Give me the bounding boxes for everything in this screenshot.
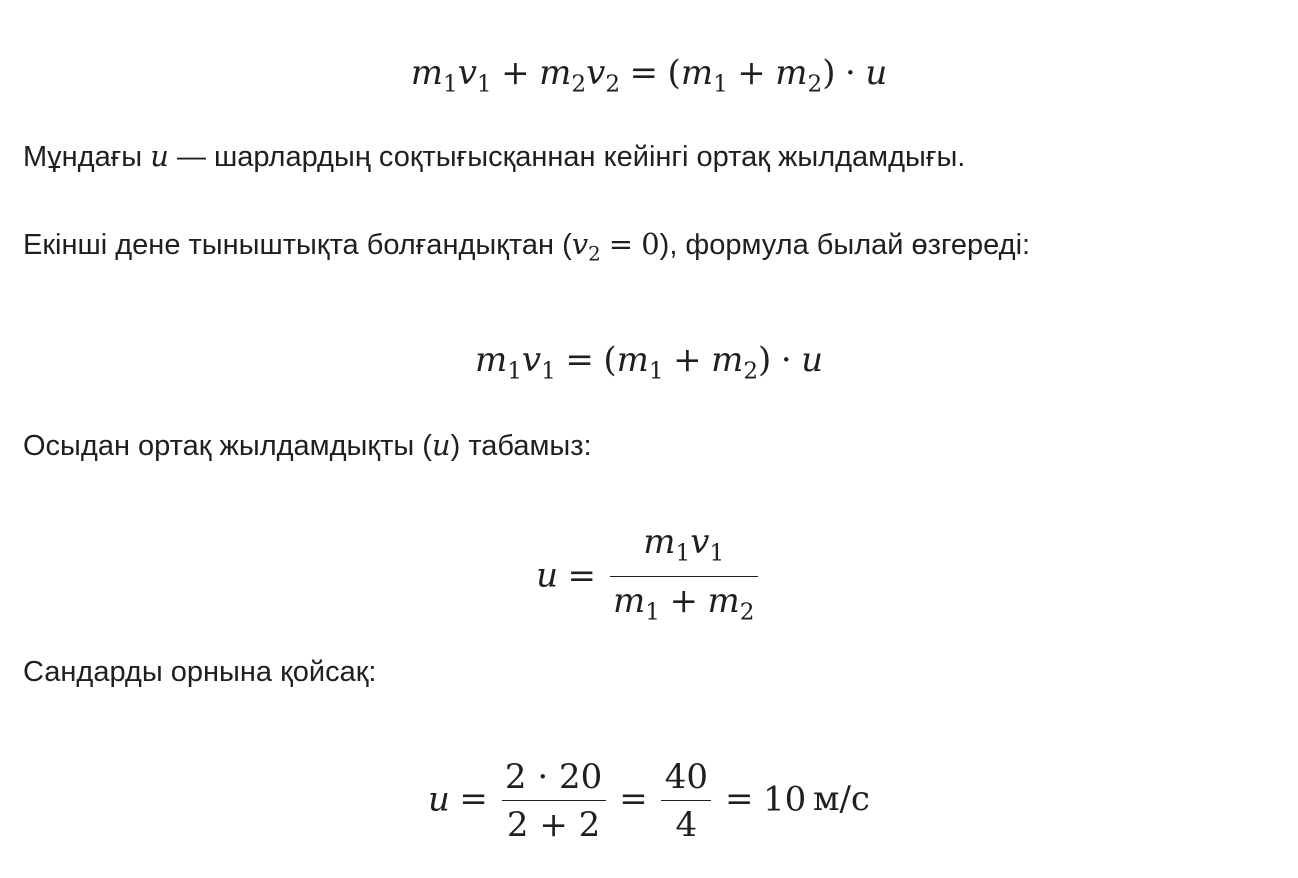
fraction-denominator xyxy=(610,577,758,633)
fraction-numerator: 2 · 20 xyxy=(502,757,606,801)
eq-subscript: 1 xyxy=(648,358,664,385)
eq-var: v xyxy=(690,522,710,562)
eq-subscript: 2 xyxy=(743,358,759,385)
eq-var: m xyxy=(410,53,443,93)
eq-operator: = xyxy=(567,555,597,596)
eq-var: m xyxy=(474,340,508,380)
eq-var: m xyxy=(616,340,649,380)
eq-var: v xyxy=(521,340,542,380)
eq-subscript: 1 xyxy=(709,540,725,567)
paragraph-text: ) табамыз: xyxy=(450,430,592,462)
eq-var: u xyxy=(536,555,558,596)
eq-subscript: 2 xyxy=(571,71,587,98)
inline-math-var: u xyxy=(150,139,169,173)
eq-result-value: 10 xyxy=(762,779,807,820)
fraction xyxy=(502,757,606,846)
paragraph-substitute xyxy=(23,654,376,690)
eq-subscript: 1 xyxy=(645,599,660,626)
eq-var: v xyxy=(586,53,606,93)
eq-operator: = xyxy=(724,779,754,820)
eq-paren: ) xyxy=(758,340,772,380)
paragraph-where-u xyxy=(23,138,965,175)
eq-var: m xyxy=(613,581,646,622)
equation-momentum-conservation xyxy=(0,51,1298,106)
eq-subscript: 1 xyxy=(442,71,458,98)
inline-math-operator: = xyxy=(608,227,634,261)
paragraph-text: — шарлардың соқтығысқаннан кейінгі ортақ жылдамдығы. xyxy=(168,141,966,173)
paragraph-text: Мұндағы xyxy=(23,141,151,173)
eq-var: m xyxy=(711,340,744,380)
paragraph-text: ), формула былай өзгереді: xyxy=(659,229,1031,261)
fraction-numerator: 40 xyxy=(661,757,711,801)
eq-subscript: 1 xyxy=(713,71,728,98)
eq-operator: + xyxy=(737,53,766,93)
eq-paren: ) xyxy=(822,53,836,93)
paragraph-second-body-at-rest xyxy=(23,226,1030,272)
inline-math-number: 0 xyxy=(641,227,660,261)
eq-operator: = xyxy=(629,53,659,93)
eq-subscript: 1 xyxy=(507,358,522,385)
eq-subscript: 2 xyxy=(605,71,621,98)
fraction-denominator: 2 + 2 xyxy=(506,804,601,845)
paragraph-text: Екінші дене тыныштықта болғандықтан ( xyxy=(23,229,572,261)
inline-math-subscript: 2 xyxy=(588,242,601,266)
eq-operator: + xyxy=(501,53,530,93)
eq-var: m xyxy=(680,53,714,93)
eq-operator: + xyxy=(673,340,702,380)
eq-operator: = xyxy=(565,340,594,380)
fraction xyxy=(661,757,711,846)
fraction xyxy=(610,522,758,633)
eq-var: u xyxy=(801,340,824,380)
eq-subscript: 1 xyxy=(476,71,492,98)
eq-operator: = xyxy=(459,779,488,820)
equation-u-formula xyxy=(0,522,1298,633)
inline-math-var: v xyxy=(571,227,589,261)
eq-var: m xyxy=(707,581,740,622)
eq-operator: · xyxy=(845,53,856,93)
paragraph-text: Осыдан ортақ жылдамдықты ( xyxy=(23,430,432,462)
eq-unit: м/с xyxy=(813,779,870,820)
eq-subscript: 2 xyxy=(807,71,823,98)
eq-operator: + xyxy=(669,581,698,622)
eq-paren: ( xyxy=(603,340,617,380)
eq-var: m xyxy=(643,522,676,562)
eq-var: u xyxy=(865,53,888,93)
eq-var: m xyxy=(539,53,572,93)
eq-subscript: 1 xyxy=(541,358,556,385)
paragraph-find-u xyxy=(23,427,592,464)
equation-numeric-result xyxy=(0,757,1298,846)
eq-var: v xyxy=(457,53,477,93)
eq-subscript: 1 xyxy=(675,540,691,567)
eq-var: u xyxy=(428,779,450,820)
eq-subscript: 2 xyxy=(739,599,755,626)
inline-math-var: u xyxy=(431,428,451,462)
fraction-numerator xyxy=(610,522,758,577)
eq-operator: · xyxy=(780,340,792,380)
eq-operator: = xyxy=(619,779,648,820)
eq-paren: ( xyxy=(667,53,681,93)
eq-var: m xyxy=(775,53,808,93)
paragraph-text: Сандарды орнына қойсақ: xyxy=(23,656,377,688)
equation-momentum-simplified xyxy=(0,338,1298,393)
fraction-denominator: 4 xyxy=(675,804,698,845)
